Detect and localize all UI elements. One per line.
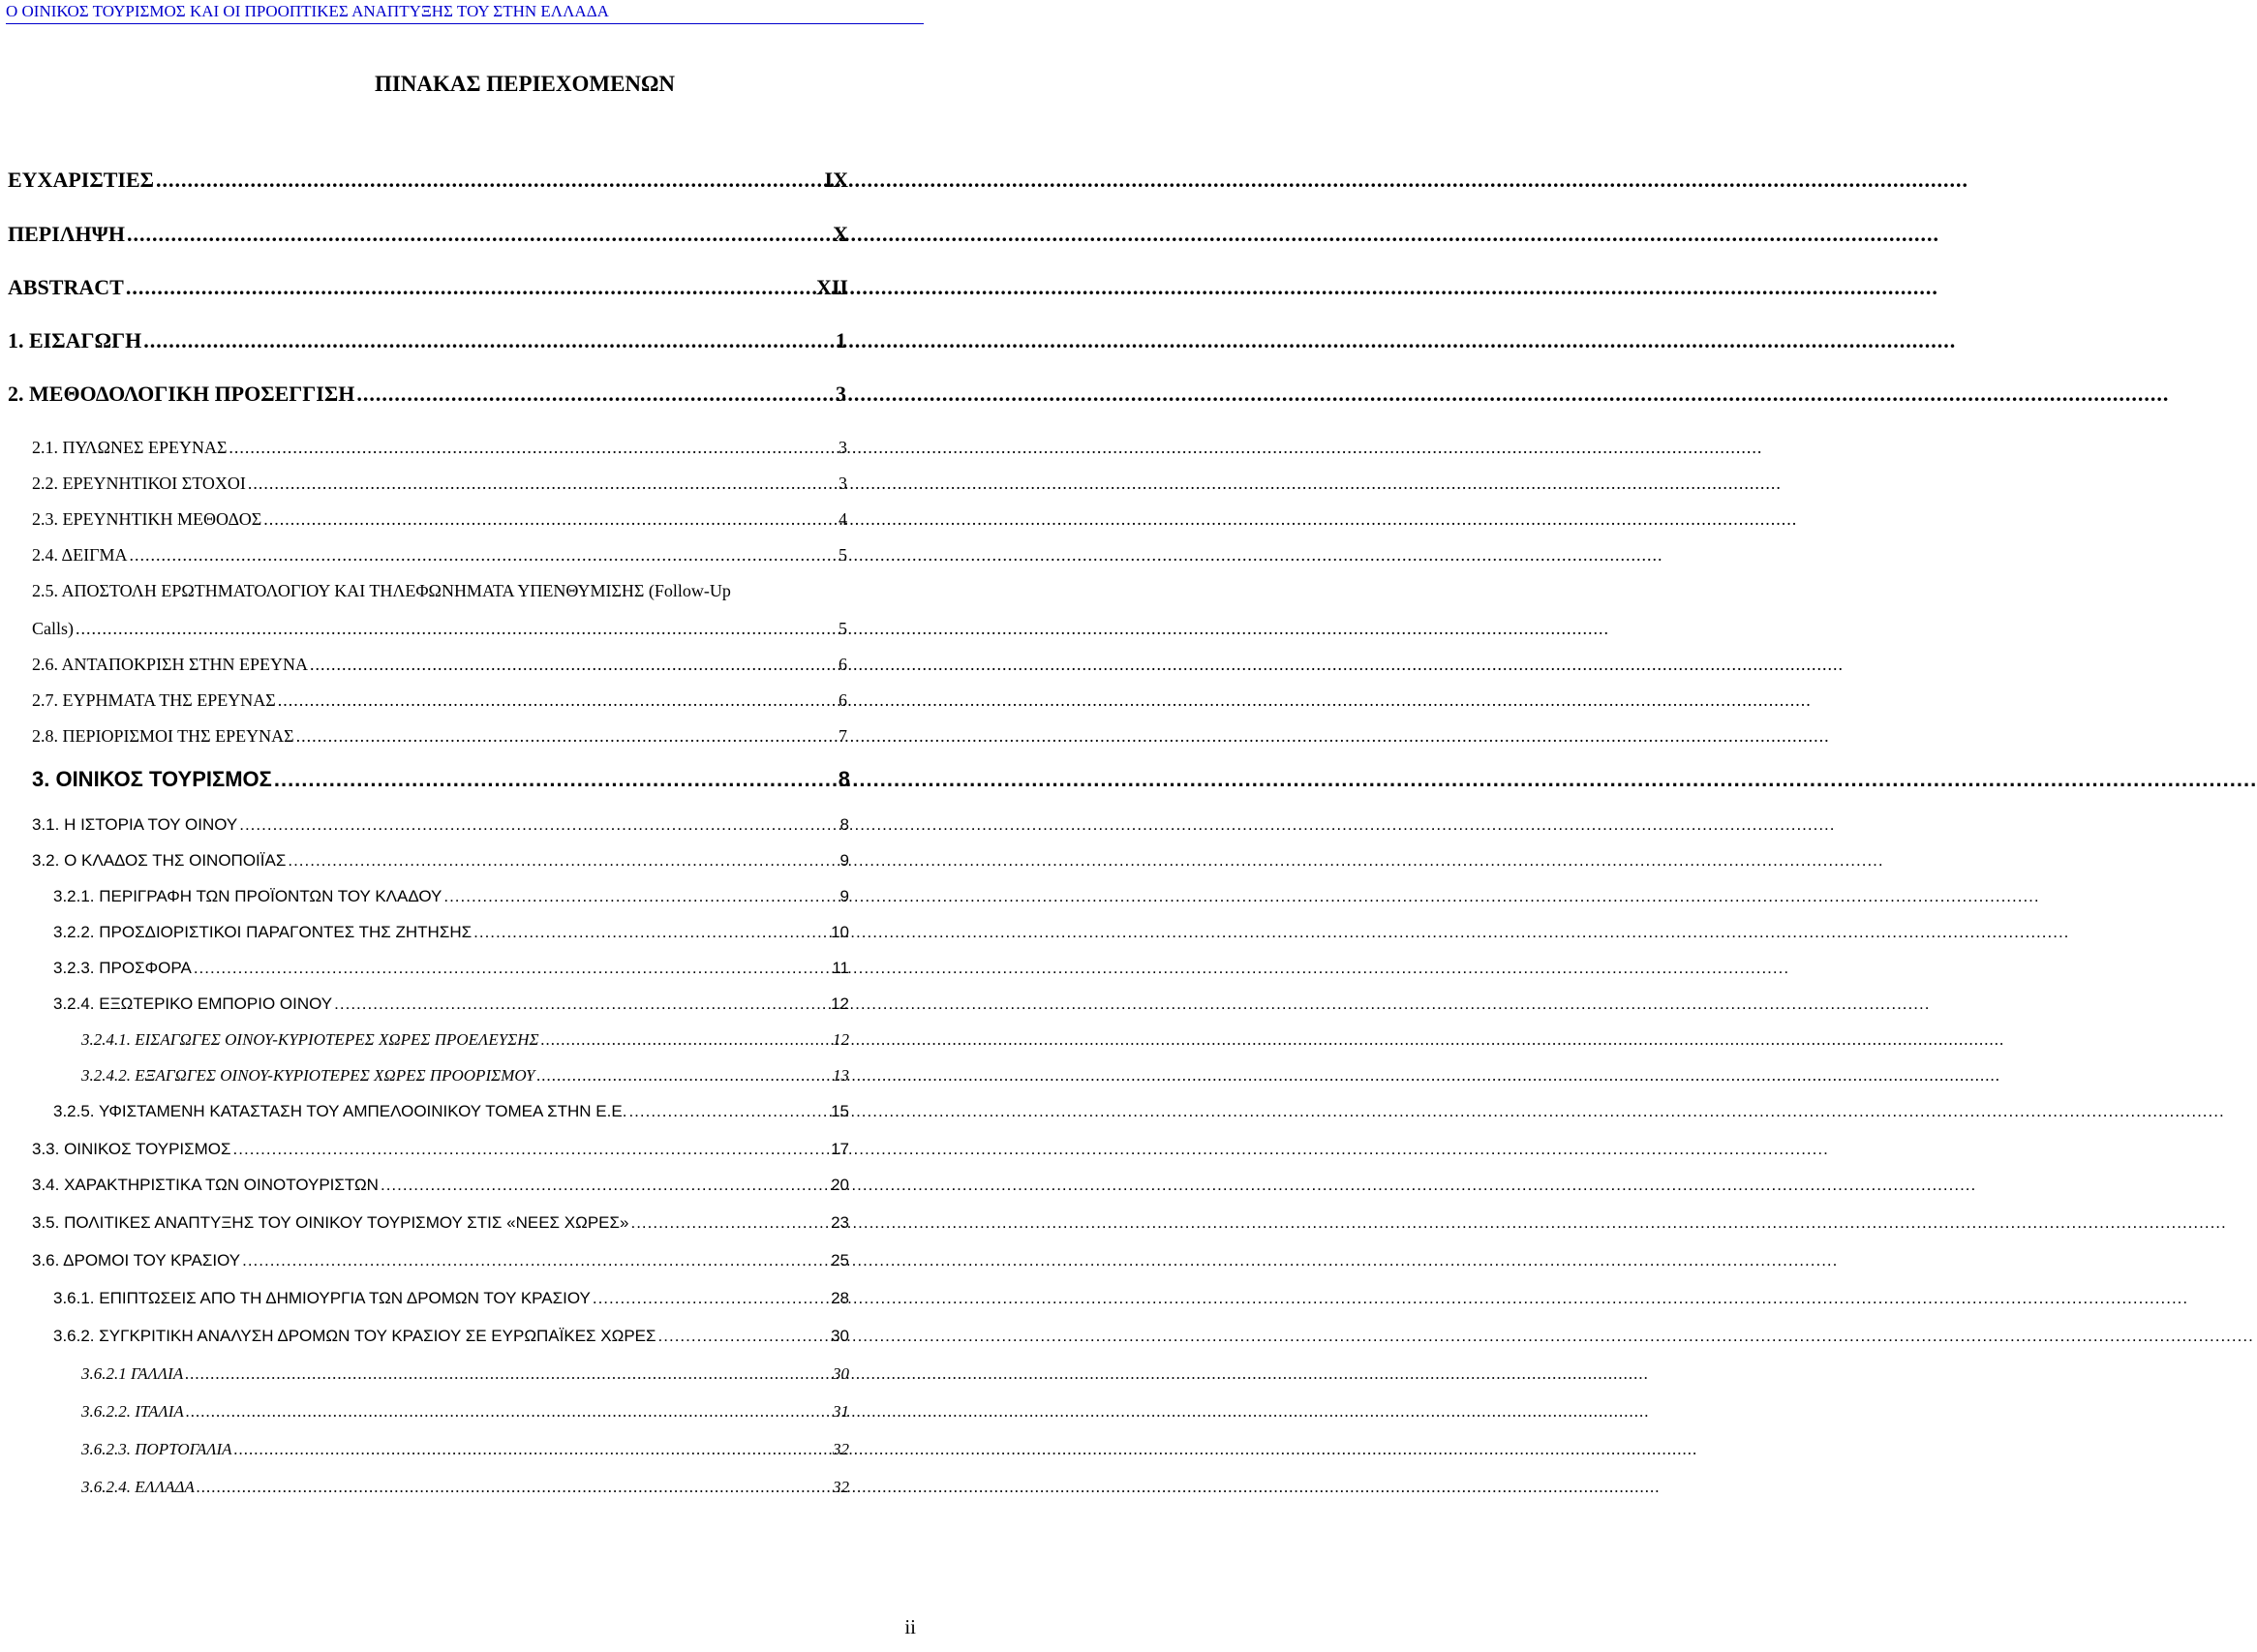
toc-entry[interactable]: [8, 223, 848, 246]
toc-entry-page: 32: [833, 1478, 849, 1496]
toc-entry-label: 3.6.2.2. ΙΤΑΛΙΑ: [81, 1402, 184, 1421]
toc-leader-dots: [381, 1174, 829, 1197]
toc-entry[interactable]: [32, 1174, 849, 1197]
toc-entry-label: 3.4. ΧΑΡΑΚΤΗΡΙΣΤΙΚΑ ΤΩΝ ΟΙΝΟΤΟΥΡΙΣΤΩΝ: [32, 1176, 379, 1194]
toc-entry-page: 23: [831, 1213, 849, 1232]
toc-entry[interactable]: [53, 1100, 849, 1123]
toc-entry[interactable]: [53, 957, 849, 980]
toc-entry[interactable]: [32, 543, 847, 566]
toc-entry-label: 3.6.2.1 ΓΑΛΛΙΑ: [81, 1364, 184, 1383]
toc-entry-label: 3.6.2.4. ΕΛΛΑΔΑ: [81, 1478, 195, 1496]
toc-leader-dots: [239, 813, 838, 837]
toc-entry-label: 3.3. ΟΙΝΙΚΟΣ ΤΟΥΡΙΣΜΟΣ: [32, 1140, 231, 1158]
toc-leader-dots: [278, 688, 837, 712]
toc-entry-page: 11: [832, 959, 849, 977]
toc-entry-label: 2.7. ΕΥΡΗΜΑΤΑ ΤΗΣ ΕΡΕΥΝΑΣ: [32, 690, 276, 710]
toc-entry-page: 7: [839, 726, 847, 746]
toc-entry-label[interactable]: 2.5. ΑΠΟΣΤΟΛΗ ΕΡΩΤΗΜΑΤΟΛΟΓΙΟΥ ΚΑΙ ΤΗΛΕΦΩΝΗΜΑΤΑ ΥΠΕΝΘΥΜΙΣΗΣ (Follow-Up: [32, 581, 731, 600]
toc-entry[interactable]: [8, 329, 846, 352]
toc-entry-label: 3.2.2. ΠΡΟΣΔΙΟΡΙΣΤΙΚΟΙ ΠΑΡΑΓΟΝΤΕΣ ΤΗΣ ΖΗΤΗΣΗΣ: [53, 923, 473, 941]
toc-entry-label: 3.2.4. ΕΞΩΤΕΡΙΚΟ ΕΜΠΟΡΙΟ ΟΙΝΟΥ: [53, 994, 333, 1013]
toc-entry-label: 2. ΜΕΘΟΔΟΛΟΓΙΚΗ ΠΡΟΣΕΓΓΙΣΗ: [8, 382, 355, 406]
toc-entry[interactable]: [32, 653, 847, 676]
toc-entry[interactable]: [32, 436, 847, 459]
toc-leader-dots: [233, 1138, 830, 1161]
toc-leader-dots: [658, 1325, 830, 1348]
toc-leader-dots: [143, 329, 834, 352]
toc-entry-page: IX: [824, 168, 848, 192]
toc-entry-label: ΠΕΡΙΛΗΨΗ: [8, 222, 125, 246]
toc-entry-label: 3.2.5. ΥΦΙΣΤΑΜΕΝΗ ΚΑΤΑΣΤΑΣΗ ΤΟΥ ΑΜΠΕΛΟΟΙΝΙΚΟΥ ΤΟΜΕΑ ΣΤΗΝ Ε.Ε.: [53, 1102, 627, 1120]
toc-entry-label: 3.2.4.1. ΕΙΣΑΓΩΓΕΣ ΟΙΝΟΥ-ΚΥΡΙΟΤΕΡΕΣ ΧΩΡΕΣ ΠΡΟΕΛΕΥΣΗΣ: [81, 1030, 539, 1049]
toc-leader-dots: [593, 1287, 829, 1310]
toc-leader-dots: [126, 276, 814, 299]
toc-entry-page: 9: [839, 887, 849, 905]
toc-entry[interactable]: [32, 724, 847, 748]
toc-leader-dots: [242, 1249, 829, 1272]
toc-entry-label: ABSTRACT: [8, 275, 124, 299]
toc-entry[interactable]: [53, 993, 849, 1016]
toc-leader-dots: [288, 849, 838, 872]
toc-entry-label: 2.8. ΠΕΡΙΟΡΙΣΜΟΙ ΤΗΣ ΕΡΕΥΝΑΣ: [32, 726, 294, 746]
toc-entry-label: 3.6.1. ΕΠΙΠΤΩΣΕΙΣ ΑΠΟ ΤΗ ΔΗΜΙΟΥΡΓΙΑ ΤΩΝ ΔΡΟΜΩΝ ΤΟΥ ΚΡΑΣΙΟΥ: [53, 1289, 591, 1307]
toc-entry-label: 3.6.2.3. ΠΟΡΤΟΓΑΛΙΑ: [81, 1440, 232, 1458]
toc-entry[interactable]: [32, 1138, 849, 1161]
toc-entry-label: 3.1. Η ΙΣΤΟΡΙΑ ΤΟΥ ΟΙΝΟΥ: [32, 815, 238, 834]
toc-entry[interactable]: [32, 688, 847, 712]
toc-entry-page: 31: [833, 1402, 849, 1421]
toc-entry[interactable]: [32, 1211, 849, 1235]
toc-entry[interactable]: [53, 921, 849, 944]
toc-entry[interactable]: [81, 1438, 849, 1461]
running-header: [6, 2, 924, 24]
toc-entry[interactable]: [32, 472, 847, 495]
toc-entry-page: 15: [831, 1102, 849, 1120]
toc-entry-page: 13: [833, 1066, 849, 1085]
toc-entry-page: 20: [831, 1176, 849, 1194]
toc-entry[interactable]: [81, 1028, 849, 1052]
toc-entry-label: 2.6. ΑΝΤΑΠΟΚΡΙΣΗ ΣΤΗΝ ΕΡΕΥΝΑ: [32, 655, 309, 674]
toc-leader-dots: [274, 768, 837, 791]
toc-entry[interactable]: [8, 168, 848, 192]
toc-entry-page: 30: [833, 1364, 849, 1383]
toc-entry[interactable]: [32, 849, 849, 872]
toc-entry-label: 2.1. ΠΥΛΩΝΕΣ ΕΡΕΥΝΑΣ: [32, 438, 228, 457]
toc-entry[interactable]: [81, 1400, 849, 1423]
toc-entry-label: ΕΥΧΑΡΙΣΤΙΕΣ: [8, 168, 155, 192]
toc-entry[interactable]: [81, 1362, 849, 1386]
toc-leader-dots: [185, 1362, 831, 1386]
toc-entry-page: 6: [839, 690, 847, 710]
toc-entry[interactable]: [32, 768, 850, 791]
toc-leader-dots: [628, 1100, 829, 1123]
toc-leader-dots: [443, 885, 838, 908]
toc-entry-page: 5: [839, 619, 847, 638]
toc-entry-label: 3. ΟΙΝΙΚΟΣ ΤΟΥΡΙΣΜΟΣ: [32, 767, 272, 791]
toc-entry-label: 3.2.4.2. ΕΞΑΓΩΓΕΣ ΟΙΝΟΥ-ΚΥΡΙΟΤΕΡΕΣ ΧΩΡΕΣ ΠΡΟΟΡΙΣΜΟΥ: [81, 1066, 535, 1085]
toc-entry-label: 3.6. ΔΡΟΜΟΙ ΤΟΥ ΚΡΑΣΙΟΥ: [32, 1251, 241, 1270]
toc-entry[interactable]: [81, 1064, 849, 1087]
toc-entry[interactable]: [81, 1476, 849, 1499]
toc-leader-dots: [127, 223, 831, 246]
toc-leader-dots: [536, 1064, 831, 1087]
toc-leader-dots: [630, 1211, 829, 1235]
toc-entry-label: 2.3. ΕΡΕΥΝΗΤΙΚΗ ΜΕΘΟΔΟΣ: [32, 509, 262, 529]
toc-title: ΠΙΝΑΚΑΣ ΠΕΡΙΕΧΟΜΕΝΩΝ: [374, 72, 676, 96]
toc-leader-dots: [129, 543, 837, 566]
toc-leader-dots: [263, 507, 837, 531]
toc-leader-dots: [156, 168, 823, 192]
toc-leader-dots: [334, 993, 829, 1016]
toc-entry-page: 1: [836, 328, 846, 352]
toc-entry-label: 2.2. ΕΡΕΥΝΗΤΙΚΟΙ ΣΤΟΧΟΙ: [32, 474, 246, 493]
toc-leader-dots: [194, 957, 831, 980]
toc-leader-dots: [186, 1400, 831, 1423]
toc-entry[interactable]: [32, 507, 847, 531]
toc-leader-dots: [310, 653, 837, 676]
toc-entry-page: 10: [831, 923, 849, 941]
toc-entry-label: 2.4. ΔΕΙΓΜΑ: [32, 545, 128, 565]
toc-entry-page: 3: [836, 382, 846, 406]
toc-entry-label: 3.2.3. ΠΡΟΣΦΟΡΑ: [53, 959, 192, 977]
toc-entry-page: 30: [831, 1327, 849, 1345]
toc-entry-label-continuation: Calls): [32, 619, 74, 638]
toc-entry-page: 4: [839, 509, 847, 529]
toc-leader-dots: [248, 472, 837, 495]
toc-entry-page: 8: [838, 767, 850, 791]
toc-entry-label: 3.2. Ο ΚΛΑΔΟΣ ΤΗΣ ΟΙΝΟΠΟΙΪΑΣ: [32, 851, 287, 870]
toc-leader-dots: [473, 921, 829, 944]
toc-entry-page: X: [833, 222, 848, 246]
toc-entry-page: 9: [839, 851, 849, 870]
toc-entry-page: 32: [833, 1440, 849, 1458]
toc-entry-page: XII: [815, 275, 848, 299]
toc-entry[interactable]: [8, 276, 848, 299]
toc-entry[interactable]: [53, 1287, 849, 1310]
page-number: ii: [904, 1615, 916, 1638]
toc-entry-page: 17: [831, 1140, 849, 1158]
toc-entry-page: 3: [839, 438, 847, 457]
toc-entry-label: 1. ΕΙΣΑΓΩΓΗ: [8, 328, 142, 352]
toc-entry-page: 6: [839, 655, 847, 674]
toc-leader-dots: [234, 1438, 831, 1461]
toc-entry-page: 12: [833, 1030, 849, 1049]
toc-entry[interactable]: [8, 382, 846, 406]
toc-leader-dots: [76, 617, 837, 640]
running-title: Ο ΟΙΝΙΚΟΣ ΤΟΥΡΙΣΜΟΣ ΚΑΙ ΟΙ ΠΡΟΟΠΤΙΚΕΣ ΑΝΑΠΤΥΞΗΣ ΤΟΥ ΣΤΗΝ ΕΛΛΑΔΑ: [6, 2, 609, 20]
toc-entry[interactable]: [32, 617, 847, 640]
toc-entry[interactable]: [32, 1249, 849, 1272]
toc-entry-label: 3.6.2. ΣΥΓΚΡΙΤΙΚΗ ΑΝΑΛΥΣΗ ΔΡΟΜΩΝ ΤΟΥ ΚΡΑΣΙΟΥ ΣΕ ΕΥΡΩΠΑΪΚΕΣ ΧΩΡΕΣ: [53, 1327, 656, 1345]
toc-leader-dots: [229, 436, 837, 459]
toc-entry[interactable]: [53, 885, 849, 908]
toc-leader-dots: [197, 1476, 831, 1499]
toc-entry-label: 3.5. ΠΟΛΙΤΙΚΕΣ ΑΝΑΠΤΥΞΗΣ ΤΟΥ ΟΙΝΙΚΟΥ ΤΟΥΡΙΣΜΟΥ ΣΤΙΣ «ΝΕΕΣ ΧΩΡΕΣ»: [32, 1213, 629, 1232]
toc-entry[interactable]: [32, 813, 849, 837]
toc-entry-page: 28: [831, 1289, 849, 1307]
toc-entry-page: 25: [831, 1251, 849, 1270]
toc-entry-label: 3.2.1. ΠΕΡΙΓΡΑΦΗ ΤΩΝ ΠΡΟΪΟΝΤΩΝ ΤΟΥ ΚΛΑΔΟΥ: [53, 887, 442, 905]
toc-entry-page: 5: [839, 545, 847, 565]
toc-leader-dots: [541, 1028, 831, 1052]
toc-leader-dots: [296, 724, 837, 748]
toc-leader-dots: [356, 382, 834, 406]
toc-entry-page: 3: [839, 474, 847, 493]
toc-entry-page: 12: [831, 994, 849, 1013]
toc-entry-page: 8: [839, 815, 849, 834]
toc-entry[interactable]: [53, 1325, 849, 1348]
